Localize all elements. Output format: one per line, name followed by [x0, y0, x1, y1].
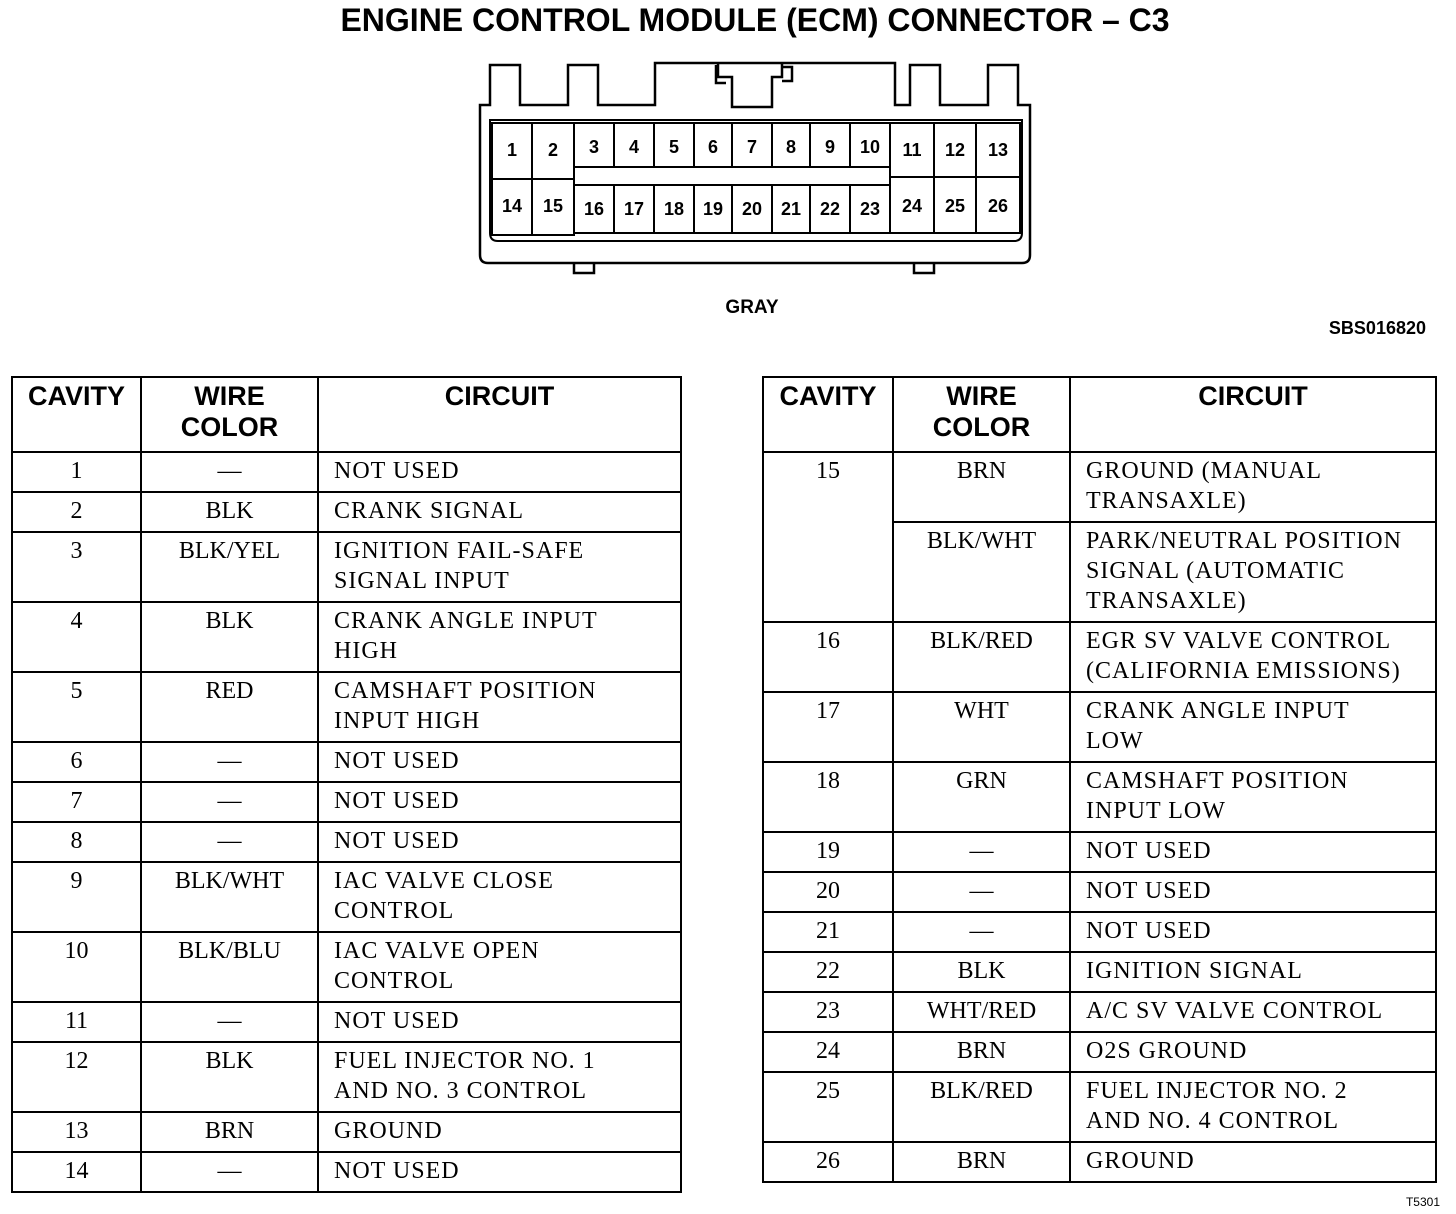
table-row	[763, 952, 1436, 992]
wire-color-cell: BLK	[141, 602, 318, 672]
cavity-cell: 4	[12, 602, 141, 672]
circuit-line: AND NO. 4 CONTROL	[1086, 1108, 1339, 1134]
circuit-line: CAMSHAFT POSITION	[334, 678, 597, 704]
wire-color-cell: GRN	[893, 762, 1070, 832]
table-row	[763, 1142, 1436, 1182]
circuit-line: CRANK ANGLE INPUT	[1086, 698, 1350, 724]
header-cavity: CAVITY	[763, 377, 893, 452]
header-wire-color: WIRE COLOR	[893, 377, 1070, 452]
cavity-cell: 12	[12, 1042, 141, 1112]
cavity-cell: 15	[763, 452, 893, 622]
cavity-cell: 24	[763, 1032, 893, 1072]
table-row	[763, 452, 1436, 522]
cavity-cell: 26	[763, 1142, 893, 1182]
cavity-cell: 22	[763, 952, 893, 992]
table-row	[12, 1112, 681, 1152]
table-header-row	[12, 377, 681, 452]
wire-color-cell: BLK/RED	[893, 622, 1070, 692]
circuit-cell	[1070, 452, 1436, 522]
table-row	[12, 932, 681, 1002]
wire-color-cell: WHT	[893, 692, 1070, 762]
circuit-line: SIGNAL (AUTOMATIC	[1086, 558, 1345, 584]
table-row	[763, 992, 1436, 1032]
circuit-line: CRANK SIGNAL	[334, 498, 525, 524]
circuit-line: NOT USED	[334, 458, 460, 484]
cavity-cell: 1	[12, 452, 141, 492]
circuit-cell	[1070, 992, 1436, 1032]
cavity-cell: 16	[763, 622, 893, 692]
circuit-line: (CALIFORNIA EMISSIONS)	[1086, 658, 1401, 684]
circuit-cell	[318, 672, 681, 742]
cavity-cell: 17	[763, 692, 893, 762]
wire-color-cell: BLK/YEL	[141, 532, 318, 602]
cavity-cell: 6	[12, 742, 141, 782]
table-row	[12, 1002, 681, 1042]
wire-color-cell: —	[141, 782, 318, 822]
cavity-cell: 3	[12, 532, 141, 602]
circuit-cell	[318, 452, 681, 492]
wire-color-cell: BRN	[893, 452, 1070, 522]
circuit-line: EGR SV VALVE CONTROL	[1086, 628, 1392, 654]
wire-color-cell: BLK/BLU	[141, 932, 318, 1002]
header-wire-color: WIRE COLOR	[141, 377, 318, 452]
wire-color-cell: RED	[141, 672, 318, 742]
table-row	[12, 672, 681, 742]
page-title: ENGINE CONTROL MODULE (ECM) CONNECTOR – C3	[340, 2, 1170, 38]
circuit-line: INPUT HIGH	[334, 708, 481, 734]
cavity-cell: 20	[763, 872, 893, 912]
table-row	[12, 742, 681, 782]
cavity-label-25: 25	[944, 196, 966, 216]
wire-color-cell: —	[141, 822, 318, 862]
circuit-cell	[318, 532, 681, 602]
cavity-label-17: 17	[623, 199, 645, 219]
wire-color-cell: BRN	[893, 1032, 1070, 1072]
table-row	[763, 872, 1436, 912]
cavity-cell: 25	[763, 1072, 893, 1142]
cavity-cell: 19	[763, 832, 893, 872]
wire-color-cell: BLK/WHT	[141, 862, 318, 932]
cavity-label-8: 8	[785, 137, 797, 157]
circuit-line: NOT USED	[334, 1008, 460, 1034]
table-row	[12, 1042, 681, 1112]
wire-color-cell: BLK	[141, 492, 318, 532]
circuit-line: GROUND	[1086, 1148, 1195, 1174]
circuit-cell	[1070, 1032, 1436, 1072]
cavity-cell: 5	[12, 672, 141, 742]
cavity-label-6: 6	[707, 137, 719, 157]
cavity-label-14: 14	[501, 196, 523, 216]
cavity-label-12: 12	[944, 140, 966, 160]
cavity-cell: 7	[12, 782, 141, 822]
wire-color-cell: BRN	[141, 1112, 318, 1152]
circuit-line: O2S GROUND	[1086, 1038, 1248, 1064]
circuit-line: CRANK ANGLE INPUT	[334, 608, 598, 634]
table-row	[12, 532, 681, 602]
circuit-cell	[318, 1002, 681, 1042]
circuit-cell	[1070, 692, 1436, 762]
circuit-cell	[318, 1152, 681, 1192]
circuit-line: NOT USED	[334, 1158, 460, 1184]
cavity-label-23: 23	[859, 199, 881, 219]
circuit-line: FUEL INJECTOR NO. 2	[1086, 1078, 1348, 1104]
cavity-label-26: 26	[987, 196, 1009, 216]
circuit-cell	[1070, 832, 1436, 872]
circuit-cell	[318, 932, 681, 1002]
wire-color-cell: —	[893, 912, 1070, 952]
table-row	[763, 1032, 1436, 1072]
table-row	[763, 762, 1436, 832]
circuit-line: PARK/NEUTRAL POSITION	[1086, 528, 1402, 554]
circuit-cell	[318, 492, 681, 532]
circuit-line: TRANSAXLE)	[1086, 588, 1247, 614]
circuit-line: NOT USED	[334, 788, 460, 814]
circuit-cell	[318, 822, 681, 862]
cavity-label-24: 24	[901, 196, 923, 216]
wire-color-cell: —	[893, 832, 1070, 872]
table-row	[763, 1072, 1436, 1142]
wire-color-cell: —	[141, 1002, 318, 1042]
circuit-line: CONTROL	[334, 968, 455, 994]
circuit-cell	[1070, 1072, 1436, 1142]
header-circuit: CIRCUIT	[1070, 377, 1436, 452]
circuit-cell	[1070, 522, 1436, 622]
circuit-line: LOW	[1086, 728, 1144, 754]
cavity-cell: 8	[12, 822, 141, 862]
circuit-line: A/C SV VALVE CONTROL	[1086, 998, 1384, 1024]
table-row	[12, 1152, 681, 1192]
circuit-line: IGNITION SIGNAL	[1086, 958, 1303, 984]
cavity-label-18: 18	[663, 199, 685, 219]
circuit-cell	[318, 742, 681, 782]
pinout-table-left	[11, 376, 682, 1193]
table-row	[763, 912, 1436, 952]
table-row	[763, 692, 1436, 762]
circuit-line: SIGNAL INPUT	[334, 568, 510, 594]
table-row	[763, 622, 1436, 692]
wire-color-cell: BLK	[893, 952, 1070, 992]
circuit-line: NOT USED	[1086, 918, 1212, 944]
reference-code: SBS016820	[1328, 318, 1426, 338]
circuit-cell	[318, 602, 681, 672]
circuit-line: HIGH	[334, 638, 398, 664]
cavity-label-2: 2	[547, 140, 559, 160]
pinout-table-right	[762, 376, 1437, 1183]
table-row	[12, 492, 681, 532]
circuit-line: NOT USED	[334, 828, 460, 854]
circuit-line: CAMSHAFT POSITION	[1086, 768, 1349, 794]
circuit-line: NOT USED	[1086, 878, 1212, 904]
circuit-line: TRANSAXLE)	[1086, 488, 1247, 514]
cavity-label-5: 5	[668, 137, 680, 157]
circuit-cell	[1070, 622, 1436, 692]
cavity-cell: 9	[12, 862, 141, 932]
circuit-line: IAC VALVE OPEN	[334, 938, 540, 964]
circuit-line: GROUND (MANUAL	[1086, 458, 1322, 484]
table-row	[12, 602, 681, 672]
cavity-label-19: 19	[702, 199, 724, 219]
cavity-label-16: 16	[583, 199, 605, 219]
wire-color-cell: —	[141, 742, 318, 782]
cavity-cell: 10	[12, 932, 141, 1002]
circuit-line: INPUT LOW	[1086, 798, 1226, 824]
circuit-cell	[318, 1042, 681, 1112]
circuit-line: GROUND	[334, 1118, 443, 1144]
connector-color-label: GRAY	[725, 297, 779, 318]
cavity-cell: 23	[763, 992, 893, 1032]
circuit-line: IAC VALVE CLOSE	[334, 868, 554, 894]
circuit-cell	[1070, 1142, 1436, 1182]
table-row	[12, 862, 681, 932]
wire-color-cell: BLK/RED	[893, 1072, 1070, 1142]
table-row	[12, 782, 681, 822]
circuit-cell	[318, 862, 681, 932]
wire-color-cell: —	[141, 452, 318, 492]
cavity-label-15: 15	[542, 196, 564, 216]
circuit-cell	[1070, 912, 1436, 952]
circuit-line: AND NO. 3 CONTROL	[334, 1078, 587, 1104]
cavity-label-22: 22	[819, 199, 841, 219]
cavity-label-7: 7	[746, 137, 758, 157]
wire-color-cell: BRN	[893, 1142, 1070, 1182]
cavity-label-21: 21	[780, 199, 802, 219]
circuit-cell	[1070, 762, 1436, 832]
header-circuit: CIRCUIT	[318, 377, 681, 452]
cavity-label-13: 13	[987, 140, 1009, 160]
circuit-line: NOT USED	[334, 748, 460, 774]
circuit-cell	[1070, 872, 1436, 912]
table-row	[763, 832, 1436, 872]
cavity-label-4: 4	[628, 137, 640, 157]
circuit-cell	[318, 1112, 681, 1152]
cavity-label-9: 9	[824, 137, 836, 157]
cavity-cell: 13	[12, 1112, 141, 1152]
wire-color-cell: —	[141, 1152, 318, 1192]
cavity-label-1: 1	[506, 140, 518, 160]
table-row	[12, 452, 681, 492]
circuit-line: CONTROL	[334, 898, 455, 924]
wire-color-cell: WHT/RED	[893, 992, 1070, 1032]
cavity-cell: 14	[12, 1152, 141, 1192]
circuit-line: IGNITION FAIL-SAFE	[334, 538, 585, 564]
wire-color-cell: BLK/WHT	[893, 522, 1070, 622]
cavity-cell: 18	[763, 762, 893, 832]
cavity-label-20: 20	[741, 199, 763, 219]
header-cavity: CAVITY	[12, 377, 141, 452]
table-header-row	[763, 377, 1436, 452]
cavity-label-3: 3	[588, 137, 600, 157]
cavity-cell: 2	[12, 492, 141, 532]
cavity-label-11: 11	[902, 140, 922, 160]
wire-color-cell: BLK	[141, 1042, 318, 1112]
circuit-cell	[1070, 952, 1436, 992]
wire-color-cell: —	[893, 872, 1070, 912]
figure-code: T5301	[1405, 1195, 1440, 1209]
circuit-line: FUEL INJECTOR NO. 1	[334, 1048, 596, 1074]
cavity-cell: 11	[12, 1002, 141, 1042]
cavity-label-10: 10	[859, 137, 881, 157]
cavity-cell: 21	[763, 912, 893, 952]
circuit-line: NOT USED	[1086, 838, 1212, 864]
circuit-cell	[318, 782, 681, 822]
connector-diagram	[470, 55, 1040, 285]
table-row	[12, 822, 681, 862]
